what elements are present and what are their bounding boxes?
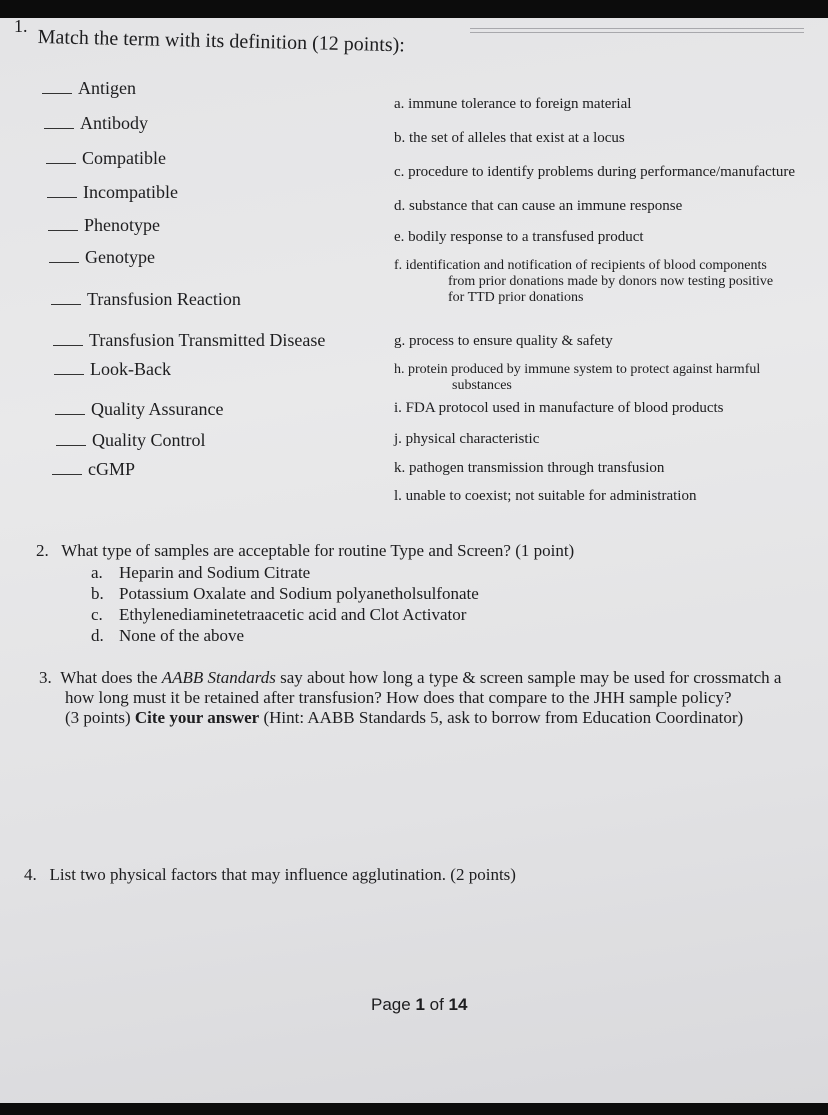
answer-blank[interactable] — [54, 374, 84, 375]
term-row — [42, 78, 136, 99]
question-1-title: Match the term with its definition (12 points): — [37, 26, 406, 57]
answer-blank[interactable] — [55, 414, 85, 415]
option-b[interactable] — [91, 584, 479, 604]
option-letter: c. — [91, 605, 103, 624]
option-a[interactable] — [91, 563, 310, 583]
term-label: Transfusion Reaction — [87, 289, 241, 309]
term-label: Antibody — [80, 113, 149, 133]
term-row — [54, 359, 171, 380]
option-text: Heparin and Sodium Citrate — [119, 563, 311, 582]
answer-blank[interactable] — [53, 345, 83, 346]
term-row — [55, 399, 223, 420]
answer-blank[interactable] — [48, 230, 78, 231]
page-of: of — [424, 995, 449, 1014]
term-row — [56, 430, 206, 451]
question-4 — [24, 865, 516, 885]
question-3-text: What does the — [60, 668, 162, 687]
question-1-number: 1. — [14, 18, 28, 36]
faint-rule — [470, 28, 804, 29]
question-3 — [39, 668, 781, 728]
answer-blank[interactable] — [46, 163, 76, 164]
term-label: Compatible — [82, 148, 166, 168]
question-2 — [36, 541, 574, 561]
term-label: Genotype — [85, 247, 155, 267]
term-row — [46, 148, 166, 169]
term-row — [52, 459, 135, 480]
question-4-number: 4. — [24, 865, 37, 884]
definition-f-line-3: for TTD prior donations — [448, 290, 584, 305]
definition-b: b. the set of alleles that exist at a locus — [394, 130, 625, 146]
answer-blank[interactable] — [51, 304, 81, 305]
current-page: 1 — [415, 995, 425, 1014]
option-letter: b. — [91, 584, 104, 603]
definition-f — [394, 258, 773, 306]
term-label: Transfusion Transmitted Disease — [89, 330, 326, 350]
answer-blank[interactable] — [44, 128, 74, 129]
aabb-standards-title: AABB Standards — [161, 668, 276, 687]
term-label: Look-Back — [90, 359, 171, 379]
term-label: Incompatible — [83, 182, 178, 202]
answer-blank[interactable] — [49, 262, 79, 263]
option-d[interactable] — [91, 626, 244, 646]
question-3-line-1 — [39, 668, 781, 688]
definition-f-line-1: f. identification and notification of recipients of blood components — [394, 258, 767, 273]
question-2-number: 2. — [36, 541, 49, 560]
answer-blank[interactable] — [47, 197, 77, 198]
cite-answer-emphasis: Cite your answer — [134, 708, 260, 727]
definition-c: c. procedure to identify problems during performance/manufacture — [394, 164, 796, 180]
definition-a: a. immune tolerance to foreign material — [394, 96, 632, 112]
answer-blank[interactable] — [52, 474, 82, 475]
answer-blank[interactable] — [56, 445, 86, 446]
definition-h-line-2: substances — [452, 378, 512, 393]
page-number — [371, 995, 467, 1015]
question-4-text: List two physical factors that may influence agglutination. (2 points) — [49, 865, 516, 884]
question-2-text: What type of samples are acceptable for routine Type and Screen? (1 point) — [61, 541, 575, 560]
worksheet-page — [0, 18, 828, 1103]
option-text: Ethylenediaminetetraacetic acid and Clot Activator — [119, 605, 467, 624]
term-row — [48, 215, 160, 236]
option-c[interactable] — [91, 605, 466, 625]
faint-rule — [470, 32, 804, 33]
term-row — [51, 289, 241, 310]
question-3-text: say about how long a type & screen sample may be used for crossmatch a — [275, 668, 782, 687]
definition-g: g. process to ensure quality & safety — [394, 333, 613, 349]
question-3-points: (3 points) — [65, 708, 135, 727]
definition-d: d. substance that can cause an immune response — [394, 198, 683, 214]
total-pages: 14 — [448, 995, 468, 1014]
definition-j: j. physical characteristic — [394, 431, 540, 447]
definition-f-line-2: from prior donations made by donors now testing positive — [448, 274, 774, 289]
term-label: Antigen — [78, 78, 136, 98]
question-3-line-2: how long must it be retained after transfusion? How does that compare to the JHH sample policy? — [65, 688, 732, 707]
definition-k: k. pathogen transmission through transfusion — [394, 460, 665, 476]
option-text: Potassium Oxalate and Sodium polyanetholsulfonate — [119, 584, 479, 603]
term-label: cGMP — [88, 459, 136, 479]
page-prefix: Page — [371, 995, 416, 1014]
answer-blank[interactable] — [42, 93, 72, 94]
question-3-number: 3. — [39, 668, 52, 687]
definition-l: l. unable to coexist; not suitable for administration — [394, 488, 697, 504]
question-3-line-3 — [39, 708, 781, 728]
definition-h-line-1: h. protein produced by immune system to protect against harmful — [394, 362, 761, 377]
definition-e: e. bodily response to a transfused product — [394, 229, 644, 245]
question-3-hint: (Hint: AABB Standards 5, ask to borrow from Education Coordinator) — [259, 708, 744, 727]
term-label: Quality Control — [92, 430, 206, 450]
term-row — [49, 247, 155, 268]
term-row — [44, 113, 148, 134]
term-label: Phenotype — [84, 215, 160, 235]
definition-i: i. FDA protocol used in manufacture of blood products — [394, 400, 724, 416]
term-row — [53, 330, 325, 351]
definition-h — [394, 362, 760, 394]
term-label: Quality Assurance — [91, 399, 224, 419]
term-row — [47, 182, 178, 203]
option-letter: d. — [91, 626, 104, 645]
option-text: None of the above — [119, 626, 245, 645]
option-letter: a. — [91, 563, 103, 582]
